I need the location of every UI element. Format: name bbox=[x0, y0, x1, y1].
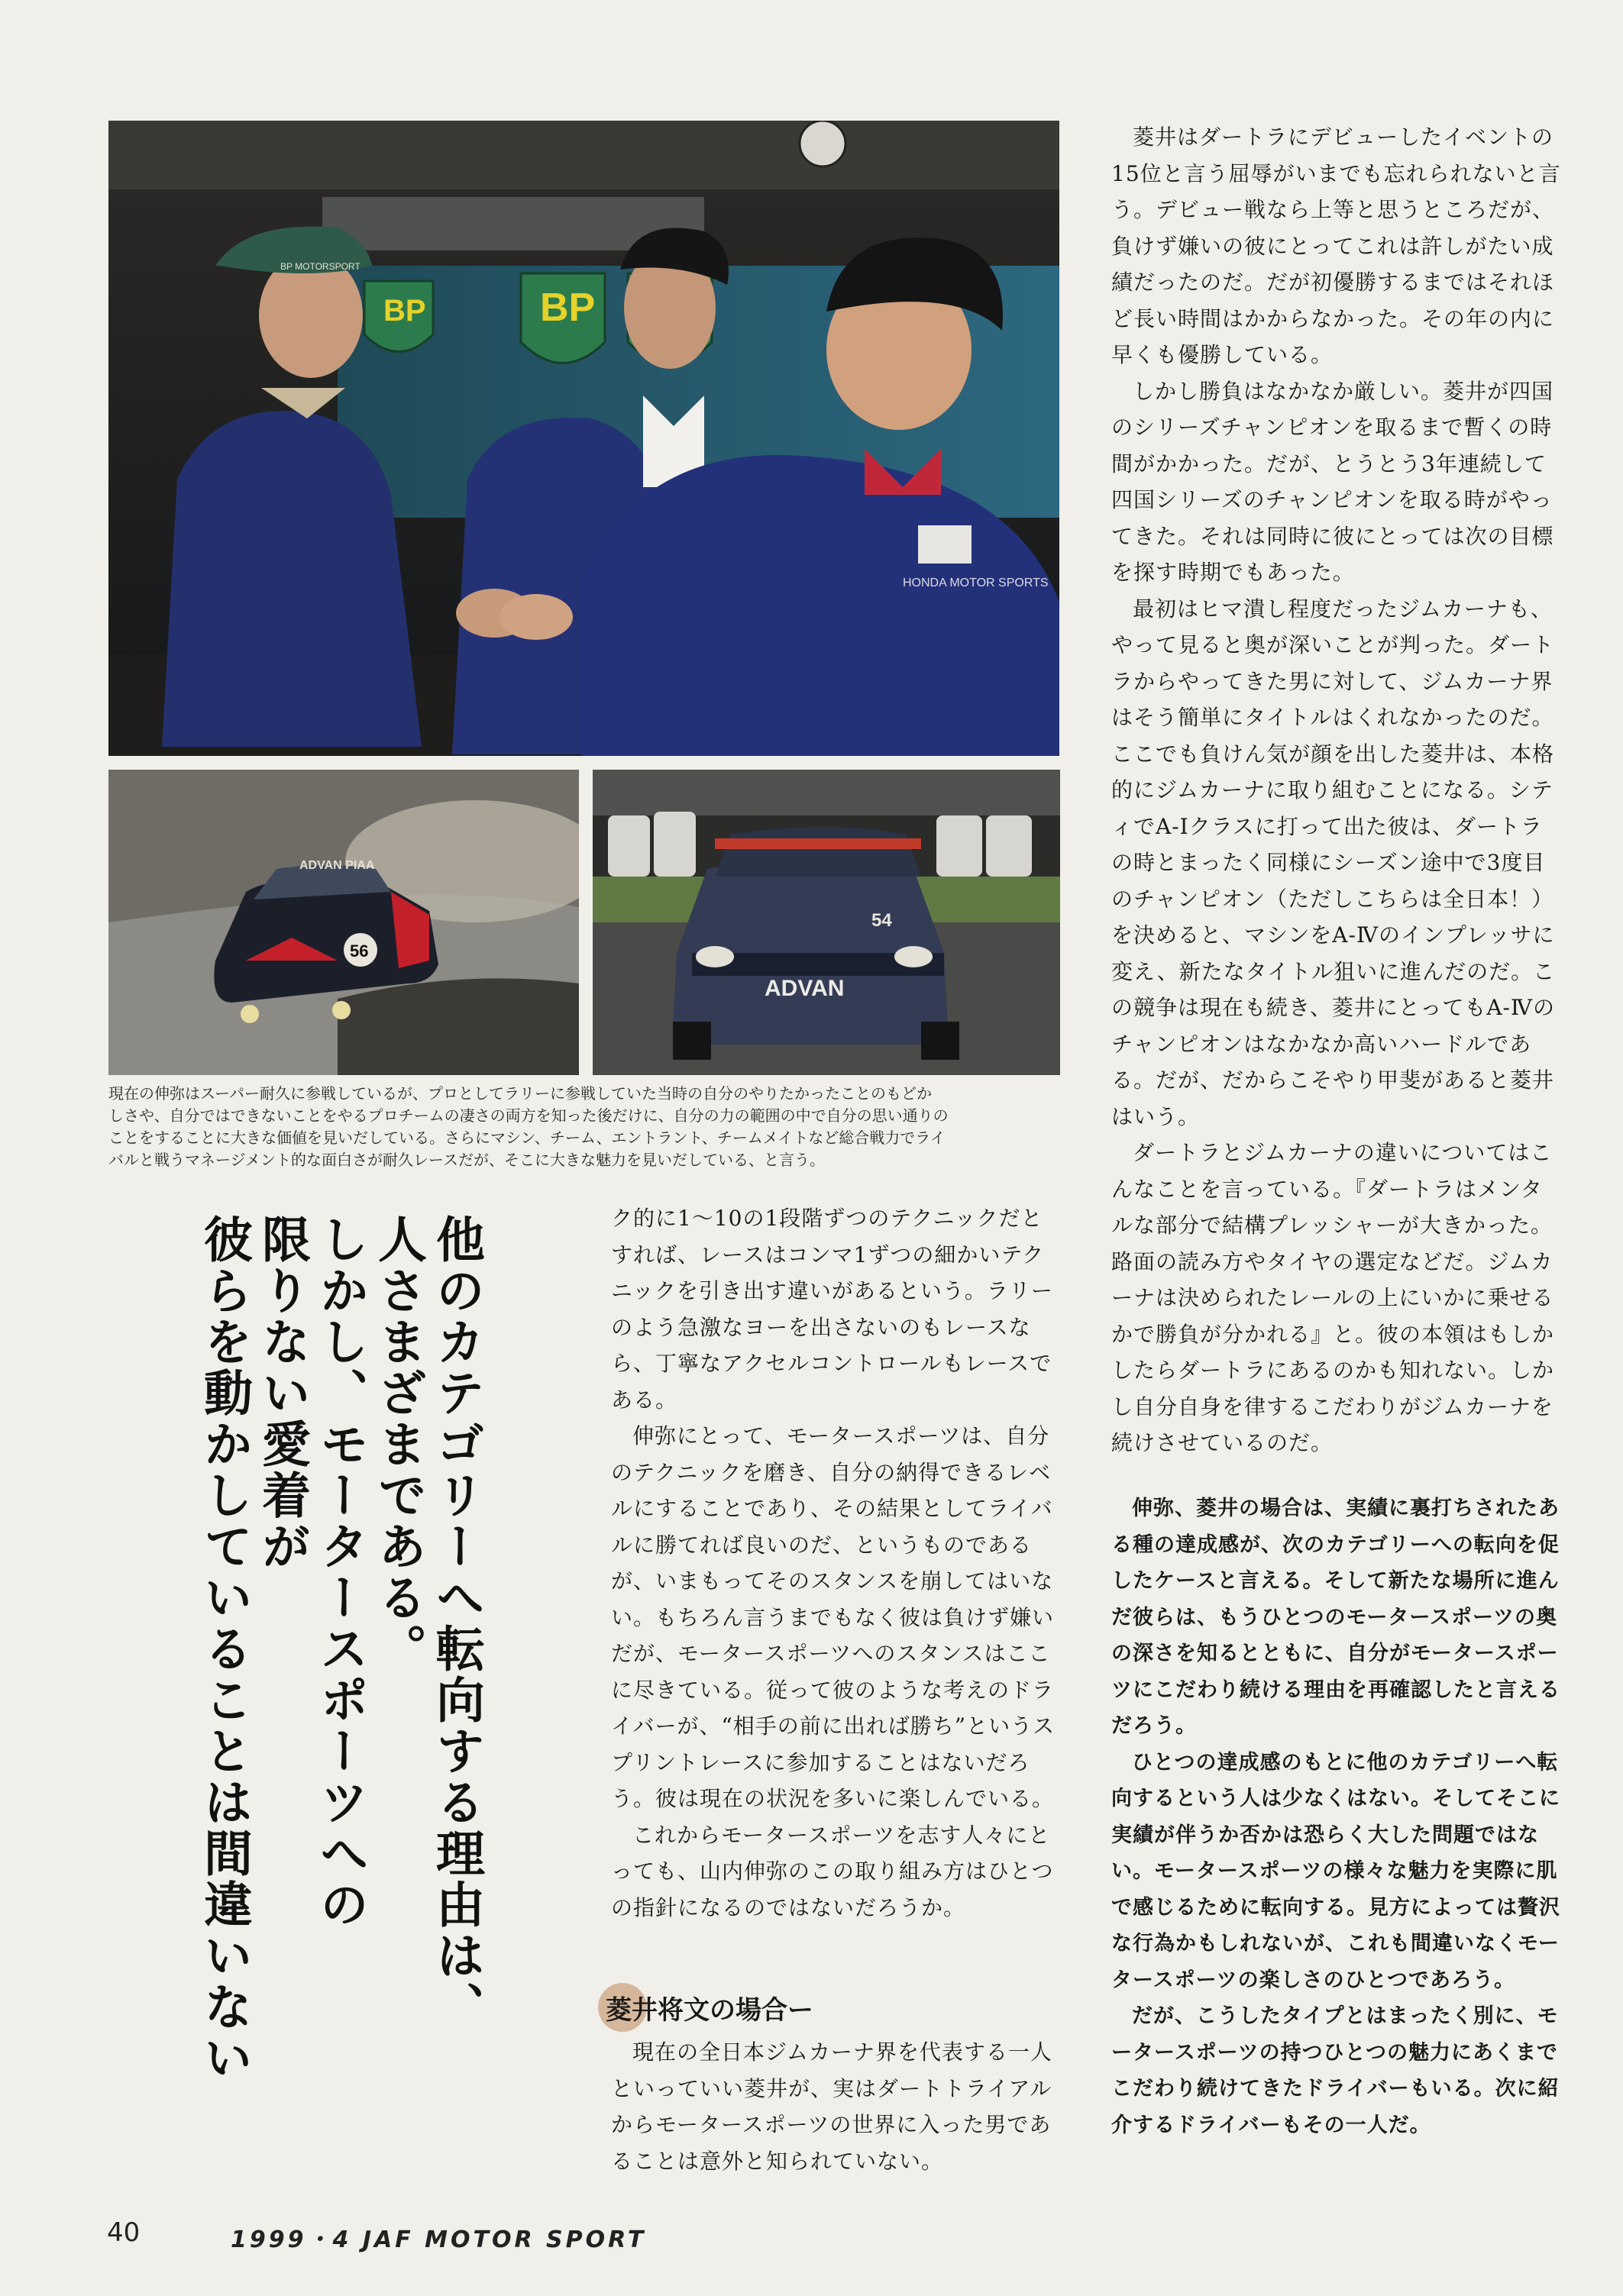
bp-logo: BP bbox=[540, 286, 596, 330]
body-paragraph: 最初はヒマ潰し程度だったジムカーナも、やって見ると奥が深いことが判った。ダートラからやってきた男に対して、ジムカーナ界はそう簡単にタイトルはくれなかったのだ。ここでも負けん気が顔を出した菱井は、本格的にジムカーナに取り組むことになる。シティでA-Ⅰクラスに打って出た彼は、ダートラの時とまったく同様にシーズン途中で3度目のチャンピオン（ただしこちらは全日本！）を決めると、マシンをA-Ⅳのインプレッサに変え、新たなタイトル狙いに進んだのだ。この競争は現在も続き、菱井にとってもA-Ⅳのチャンピオンはなかなか高いハードルである。だが、だからこそやり甲斐があると菱井はいう。 bbox=[1111, 596, 1556, 1129]
middle-column-continued bbox=[611, 2034, 1065, 2179]
caption-line: ことをすることに大きな価値を見いだしている。さらにマシン、チーム、エントラント、チームメイトなど総合戦力でライ bbox=[108, 1129, 946, 1147]
magazine-title: 1999・4 JAF MOTOR SPORT bbox=[231, 2227, 647, 2253]
summary-paragraph: 伸弥、菱井の場合は、実績に裏打ちされたある種の達成感が、次のカテゴリーへの転向を促したケースと言える。そして新たな場所に進んだ彼らは、もうひとつのモータースポーツの奥の深さを知るとともに、自分がモータースポーツにこだわり続ける理由を再確認したと言えるだろう。 bbox=[1111, 1497, 1560, 1738]
headline bbox=[195, 1214, 485, 2115]
car-sponsor: ADVAN bbox=[765, 976, 845, 1001]
summary-paragraph: ひとつの達成感のもとに他のカテゴリーへ転向するという人は少なくはない。そしてそこに実績が伴うか否かは恐らく大した問題ではない。モータースポーツの様々な魅力を実際に肌で感じるために転向する。見方によっては贅沢な行為かもしれないが、これも間違いなくモータースポーツの楽しさのひとつであろう。 bbox=[1111, 1750, 1560, 1992]
caption-line: バルと戦うマネージメント的な面白さが耐久レースだが、そこに大きな魅力を見いだしている、と言う。 bbox=[108, 1151, 825, 1169]
right-column bbox=[1111, 119, 1562, 1461]
body-paragraph: これからモータースポーツを志す人々にとっても、山内伸弥のこの取り組み方はひとつの指針になるのではないだろうか。 bbox=[611, 1822, 1054, 1920]
bp-logo: BP bbox=[383, 294, 426, 328]
headline-line: 彼らを動かしていることは間違いない bbox=[196, 1214, 252, 2084]
cap-text: BP MOTORSPORT bbox=[280, 261, 360, 272]
car-number: 54 bbox=[871, 910, 892, 931]
body-paragraph: 菱井はダートラにデビューしたイベントの15位と言う屈辱がいまでも忘れられないと言う。デビュー戦なら上等と思うところだが、負けず嫌いの彼にとってこれは許しがたい成績だったのだ。だが初優勝するまではそれほど長い時間はかからなかった。その年の内に早くも優勝している。 bbox=[1111, 124, 1561, 367]
page-number: 40 bbox=[107, 2217, 141, 2248]
right-column-summary bbox=[1111, 1490, 1562, 2143]
body-paragraph: ダートラとジムカーナの違いについてはこんなことを言っている。『ダートラはメンタルな部分で結構プレッシャーが大きかった。路面の読み方やタイヤの選定などだ。ジムカーナは決められたレールの上にいかに乗せるかで勝負が分かれる』と。彼の本領はもしかしたらダートラにあるのかも知れない。しかし自分自身を律するこだわりがジムカーナを続けさせているのだ。 bbox=[1111, 1140, 1555, 1455]
photo-caption bbox=[108, 1083, 1063, 1171]
summary-paragraph: だが、こうしたタイプとはまったく別に、モータースポーツの持つひとつの魅力にあくまでこだわり続けてきたドライバーもいる。次に紹介するドライバーもその一人だ。 bbox=[1111, 2004, 1560, 2137]
body-paragraph: 現在の全日本ジムカーナ界を代表する一人といっていい菱井が、実はダートトライアルからモータースポーツの世界に入った男であることは意外と知られていない。 bbox=[611, 2039, 1052, 2174]
middle-column bbox=[611, 1200, 1065, 1926]
body-paragraph: ク的に1〜10の1段階ずつのテクニックだとすれば、レースはコンマ1ずつの細かいテクニックを引き出す違いがあるという。ラリーのよう急激なヨーを出さないのもレースなら、丁寧なアクセルコントロールもレースである。 bbox=[611, 1206, 1053, 1413]
caption-line: 現在の伸弥はスーパー耐久に参戦しているが、プロとしてラリーに参戦していた当時の自分のやりたかったことのもどか bbox=[108, 1084, 932, 1103]
headline-line: 人さまざまである。 bbox=[370, 1214, 426, 1674]
car-sponsor: ADVAN PIAA bbox=[299, 859, 375, 872]
headline-line: 他のカテゴリーへ転向する理由は、 bbox=[428, 1214, 484, 2033]
photo-race-car bbox=[593, 770, 1060, 1075]
subhead-text: 菱井将文の場合ー bbox=[606, 1994, 813, 2026]
body-paragraph: しかし勝負はなかなか厳しい。菱井が四国のシリーズチャンピオンを取るまで暫くの時間がかかった。だが、とうとう3年連続して四国シリーズのチャンピオンを取る時がやってきた。それは同時に彼にとっては次の目標を探す時期でもあった。 bbox=[1111, 378, 1554, 585]
car-number: 56 bbox=[350, 941, 369, 961]
headline-line: しかし、モータースポーツへの bbox=[312, 1214, 368, 1930]
jacket-logo: HONDA MOTOR SPORTS bbox=[903, 576, 1049, 589]
body-paragraph: 伸弥にとって、モータースポーツは、自分のテクニックを磨き、自分の納得できるレベルにすることであり、その結果としてライバルに勝てれば良いのだ、というものであるが、いまもってそのスタンスを崩してはいない。もちろん言うまでもなく彼は負けず嫌いだが、モータースポーツへのスタンスはここに尽きている。従って彼のような考えのドライバーが、“相手の前に出れば勝ち”というスプリントレースに参加することはないだろう。彼は現在の状況を多いに楽しんでいる。 bbox=[611, 1423, 1056, 1811]
caption-line: しさや、自分ではできないことをやるプロチームの凄さの両方を知った後だけに、自分の力の範囲の中で自分の思い通りの bbox=[108, 1106, 949, 1125]
section-subhead bbox=[598, 1983, 813, 2032]
photo-handshake bbox=[108, 121, 1059, 756]
photo-rally-car bbox=[108, 770, 579, 1075]
headline-line: 限りない愛着が bbox=[254, 1214, 310, 1572]
